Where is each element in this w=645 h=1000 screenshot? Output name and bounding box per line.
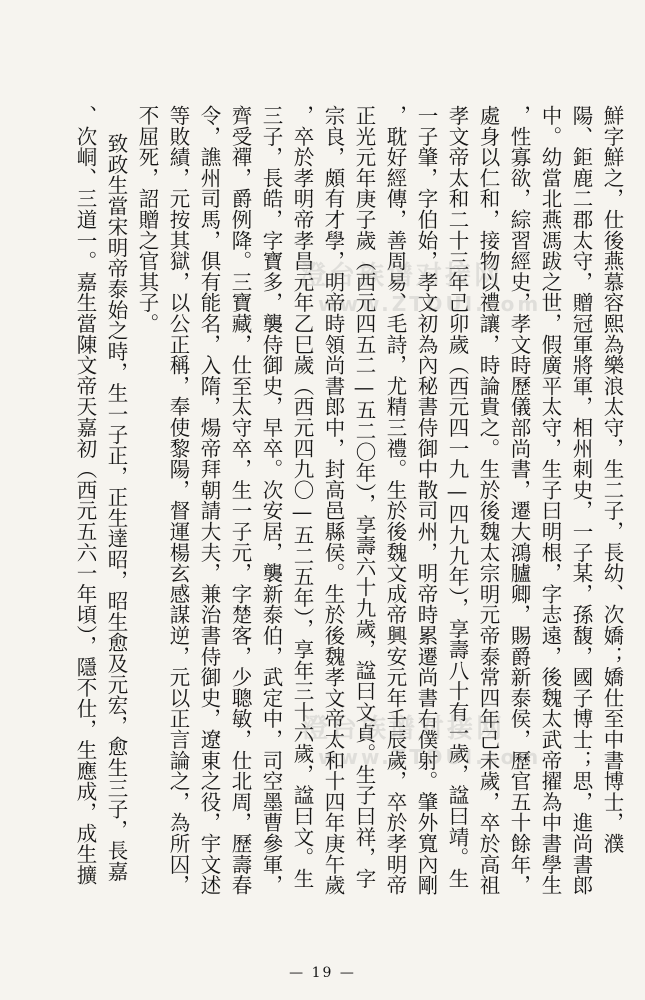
text-column-4: ，性寡欲，綜習經史，孝文時歷儀部尚書，遷大鴻臚卿，賜爵新泰侯，歷官五十餘年，: [507, 105, 531, 896]
text-column-15: 等敗績，元按其獄，以公正稱，奉使黎陽，督運楊玄感謀逆，元以正言論之，為所囚，: [166, 105, 190, 896]
text-column-8: ，耽好經傳，善周易、毛詩，尤精三禮。生於後魏文成帝興安元年壬辰歲，卒於孝明帝: [383, 105, 407, 896]
watermark-url: www.ZTDUI.com: [318, 292, 542, 316]
text-column-5: 處身以仁和，接物以禮讓，時論貴之。生於後魏太宗明元帝泰常四年己未歲，卒於高祖: [476, 105, 500, 896]
text-column-12: 三子，長皓，字寶多，襲侍御史，早卒。次安居，襲新泰伯，武定中，司空墨曹參軍，: [259, 105, 283, 896]
watermark-text: 澄台族谱对接网: [302, 714, 506, 744]
text-column-14: 令，譙州司馬，俱有能名，入隋，煬帝拜朝請大夫，兼治書侍御史，遼東之役，宇文述: [197, 105, 221, 896]
text-column-13: 齊受禪，爵例降。三寶藏，仕至太守卒，生一子元，字楚客，少聰敏，仕北周，歷壽春: [228, 105, 252, 896]
watermark-url: www.ZTDUI.com: [318, 745, 542, 769]
text-column-11: ，卒於孝明帝孝昌元年乙巳歲（西元四九〇—五二五年），享年三十六歲，諡曰文。生: [290, 105, 314, 889]
text-column-7: 一子肇，字伯始，孝文初為內秘書侍御中散司州，明帝時累遷尚書右僕射。肇外寬內剛: [414, 105, 438, 896]
text-column-9: 正光元年庚子歲（西元四五二—五二〇年），享壽六十九歲，諡曰文貞。生子曰祥，字: [352, 105, 376, 889]
page-number: — 19 —: [289, 965, 356, 981]
text-column-17: 致政生當宋明帝泰始之時，生一子正，正生達昭，昭生愈及元宏，愈生三子，長嘉: [104, 133, 128, 882]
text-column-2: 陽、鉅鹿二郡太守，贈冠軍將軍，相州刺史，一子某，孫馥，國子博士；思，進尚書郎: [569, 105, 593, 896]
text-column-3: 中。幼當北燕馮跋之世，假廣平太守，生子曰明根，字志遠，後魏太武帝擢為中書學生: [538, 105, 562, 896]
text-column-18: 、次峒、三道一。嘉生當陳文帝天嘉初（西元五六一年頃），隱不仕，生應成，成生擴: [73, 105, 97, 886]
watermark-text: 澄台族谱对接网: [300, 261, 504, 291]
text-column-10: 宗良，頗有才學，明帝時領尚書郎中，封高邑縣侯。生於後魏孝文帝太和十四年庚午歲: [321, 105, 345, 896]
text-column-6: 孝文帝太和二十三年己卯歲（西元四一九—四九九年），享壽八十有一歲，諡曰靖。生: [445, 105, 469, 889]
text-column-1: 鮮字鮮之，仕後燕慕容熙為樂浪太守，生二子，長幼、次嬌；嬌仕至中書博士，濮: [600, 105, 624, 854]
text-column-16: 不屈死，詔贈之官其子。: [135, 105, 159, 334]
